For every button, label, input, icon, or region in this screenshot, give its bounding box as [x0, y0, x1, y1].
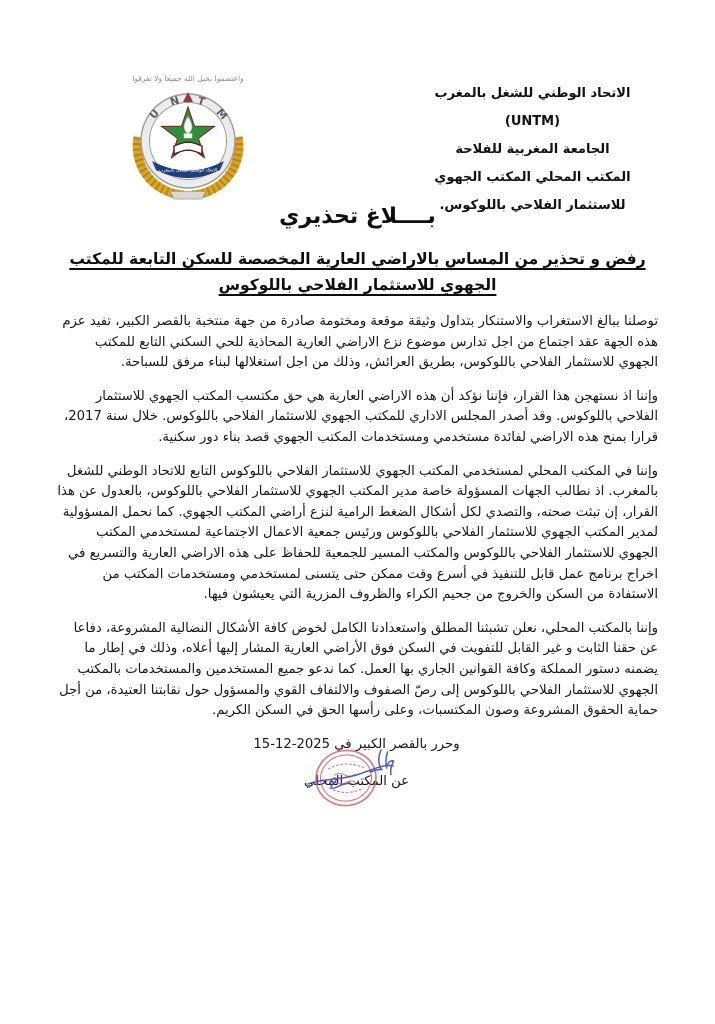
date-place-line: وحرر بالقصر الكبير في 2025-12-15	[253, 736, 460, 752]
paragraph-2: وإننا اذ نستهجن هذا القرار، فإننا نؤكد أن هذه الاراضي العارية هي حق مكتسب المكتب الجهوي للاستثمار الفلاحي باللوكوس. وقد أصدر المجلس الاداري للمكتب الجهوي للاستثمار الفلاحي باللوكوس. خلال سنة 2017، قرارا بمنح هذه الاراضي لفائدة مستخدمي ومستخدمات المكتب الجهوي قصد بناء دور سكنية.	[64, 388, 658, 445]
org-line-union: الاتحاد الوطني للشغل بالمغرب (UNTM)	[434, 86, 631, 129]
logo-motto-text: واعتصموا بحبل الله جميعا ولا تفرقوا	[132, 74, 244, 83]
document-body	[55, 312, 658, 793]
untm-emblem-icon	[120, 85, 256, 205]
official-stamp	[300, 744, 404, 816]
logo-letter-m: M	[213, 106, 230, 123]
organization-header	[420, 80, 645, 220]
paragraph-1: توصلنا ببالغ الاستغراب والاستنكار بتداول وثيقة موقعة ومختومة صادرة من جهة منتخبة بالقصر الكبير، تفيد عزم هذه الجهة عقد اجتماع من اجل تدارس موضوع نزع الاراضي العارية المحاذية للحي السكني التابع للمكتب الجهوي للاستثمار الفلاحي باللوكوس، بطريق العرائش، وذلك من اجل استغلالها لبناء مرفق للسباحة.	[62, 314, 658, 371]
logo-letter-t: T	[195, 94, 207, 109]
page-subtitle: رفض و تحذير من المساس بالاراضي العارية المخصصة للسكن التابعة للمكتب الجهوي للاستثمار الفلاحي باللوكوس	[69, 250, 646, 294]
logo-letter-n: N	[168, 94, 181, 109]
org-line-region: للاستثمار الفلاحي باللوكوس.	[439, 198, 626, 213]
org-line-office: المكتب المحلي المكتب الجهوي	[434, 170, 631, 185]
page-title: بــــلاغ تحذيري	[279, 204, 436, 229]
logo-banner-text: الاتحاد الوطني للشغل بالمغرب	[158, 168, 218, 174]
issuer-line: عن المكتب المحلي	[304, 774, 409, 790]
paragraph-4: وإننا بالمكتب المحلي، نعلن تشبثنا المطلق واستعدادنا الكامل لخوض كافة الأشكال النضالية المشروعة، دفاعا عن حقنا الثابت و غير القابل للتفويت في السكن فوق الأراضي العارية المشار إليها أعلاه، وذلك في إطار ما يضمنه دستور المملكة وكافة القوانين الجاري بها العمل. كما ندعو جميع المستخدمين والمستخدمات بالمكتب الجهوي للاستثمار الفلاحي باللوكوس إلى رصّ الصفوف والالتفاف القوي والمسؤول حول نقابتنا العتيدة، من أجل حماية الحقوق المشروعة وصون المكتسبات، وعلى رأسها الحق في السكن الكريم.	[59, 620, 658, 719]
paragraph-3: وإننا في المكتب المحلي لمستخدمي المكتب الجهوي للاستثمار الفلاحي باللوكوس التابع للاتحاد الوطني للشغل بالمغرب. اذ نطالب الجهات المسؤولة خاصة مدير المكتب الجهوي للاستثمار الفلاحي باللوكوس، بالعدول عن هذا القرار، إن تبثت صحته، والتصدي لكل أشكال الضغط الرامية لنزع أراضي المكتب الجهوي. كما نحمل المسؤولية لمدير المكتب الجهوي للاستثمار الفلاحي باللوكوس ورئيس جمعية الاعمال الاجتماعية لمستخدمي المكتب الجهوي للاستثمار الفلاحي باللوكوس والمكتب المسير للجمعية للحفاظ على هذه الاراضي العارية والتسريع في اخراج برنامج عمل قابل للتنفيذ في أسرع وقت ممكن حتى يتسنى لمستخدمي ومستخدمات المكتب من الاستفادة من السكن والخروج من جحيم الكراء والظروف المزرية التي يعيشون فيها.	[57, 463, 658, 603]
logo-letter-u: U	[147, 107, 162, 122]
org-line-federation: الجامعة المغربية للفلاحة	[455, 142, 610, 157]
union-logo	[118, 74, 258, 209]
